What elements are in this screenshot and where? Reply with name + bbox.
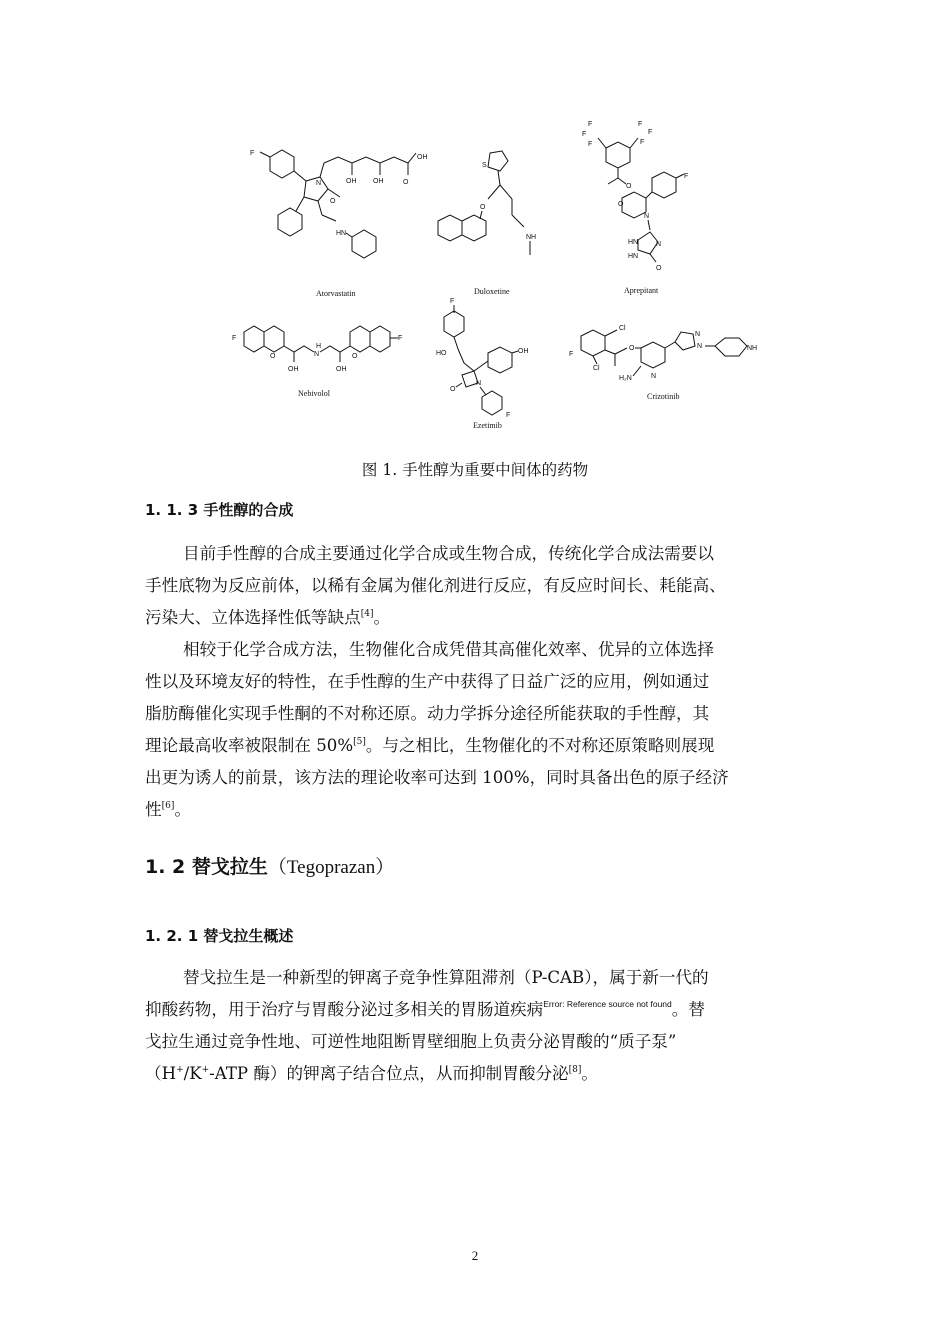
svg-text:Cl: Cl	[619, 325, 626, 332]
text-line: 戈拉生通过竞争性地、可逆性地阻断胃壁细胞上负责分泌胃酸的“质子泵”	[145, 1032, 677, 1051]
svg-text:N: N	[316, 180, 322, 187]
atorvastatin-structure	[240, 145, 440, 275]
svg-text:F: F	[588, 141, 593, 148]
svg-text:H₂N: H₂N	[619, 375, 632, 382]
svg-text:OH: OH	[417, 154, 428, 161]
molecule-name-atorvastatin: Atorvastatin	[316, 289, 356, 298]
text-line: 性以及环境友好的特性，在手性醇的生产中获得了日益广泛的应用，例如通过	[145, 672, 710, 691]
svg-text:Cl: Cl	[593, 365, 600, 372]
svg-text:F: F	[684, 173, 689, 180]
svg-text:O: O	[352, 353, 358, 360]
superscript: +	[176, 1065, 184, 1075]
svg-text:F: F	[450, 298, 455, 305]
text-run: 。	[174, 800, 191, 819]
molecule-name-nebivolol: Nebivolol	[298, 389, 330, 398]
svg-text:S: S	[482, 162, 487, 169]
svg-text:OH: OH	[518, 348, 529, 355]
text-line: 脂肪酶催化实现手性酮的不对称还原。动力学拆分途径所能获取的手性醇，其	[145, 704, 710, 723]
svg-text:N: N	[314, 351, 320, 358]
svg-text:F: F	[582, 131, 587, 138]
svg-text:HN: HN	[628, 253, 639, 260]
svg-text:NH: NH	[526, 234, 537, 241]
svg-text:O: O	[618, 201, 624, 208]
heading-text: 1. 2 替戈拉生	[145, 856, 268, 878]
crizotinib-structure	[567, 322, 767, 387]
text-run: -ATP 酶）的钾离子结合位点，从而抑制胃酸分泌	[209, 1064, 569, 1083]
svg-text:F: F	[569, 351, 574, 358]
molecule-name-ezetimib: Ezetimib	[473, 421, 502, 430]
svg-text:OH: OH	[373, 178, 384, 185]
svg-text:F: F	[250, 150, 255, 157]
svg-text:N: N	[697, 343, 703, 350]
svg-text:F: F	[398, 335, 403, 342]
svg-text:OH: OH	[288, 366, 299, 373]
svg-text:N: N	[476, 380, 482, 387]
page-number: 2	[471, 1248, 479, 1263]
svg-text:F: F	[506, 412, 511, 419]
svg-text:O: O	[629, 345, 635, 352]
molecule-name-duloxetine: Duloxetine	[474, 287, 510, 296]
section-heading-1-1-3: 1. 1. 3 手性醇的合成	[145, 501, 294, 519]
text-line	[145, 794, 825, 826]
svg-text:N: N	[695, 331, 701, 338]
svg-text:N: N	[644, 213, 650, 220]
text-line: 目前手性醇的合成主要通过化学合成或生物合成，传统化学合成法需要以	[183, 544, 714, 563]
svg-text:F: F	[232, 335, 237, 342]
svg-text:O: O	[270, 353, 276, 360]
svg-text:O: O	[656, 265, 662, 272]
svg-text:N: N	[651, 373, 657, 380]
svg-text:OH: OH	[336, 366, 347, 373]
text-line: 替戈拉生是一种新型的钾离子竞争性算阻滞剂（P-CAB），属于新一代的	[183, 968, 709, 987]
text-run: 。	[373, 608, 391, 627]
text-line	[145, 1058, 825, 1090]
svg-text:NH: NH	[747, 345, 758, 352]
heading-latin-text: （Tegoprazan）	[267, 857, 395, 878]
duloxetine-structure	[432, 145, 552, 275]
svg-text:H: H	[316, 343, 322, 350]
molecule-name-aprepitant: Aprepitant	[624, 286, 659, 295]
section-heading-1-2	[145, 852, 394, 879]
text-line	[145, 730, 825, 762]
text-line	[145, 602, 825, 634]
svg-text:F: F	[640, 139, 645, 146]
text-line: 手性底物为反应前体，以稀有金属为催化剂进行反应，有反应时间长、耗能高、	[145, 576, 726, 595]
svg-text:N: N	[656, 241, 662, 248]
citation-ref[interactable]: [6]	[161, 801, 175, 811]
svg-text:OH: OH	[346, 178, 357, 185]
svg-text:HO: HO	[436, 350, 447, 357]
svg-text:O: O	[450, 386, 456, 393]
paragraph-tegoprazan-overview	[145, 962, 825, 1090]
text-run: （H	[145, 1064, 177, 1083]
text-run: /K	[183, 1064, 202, 1083]
svg-text:HN: HN	[336, 230, 347, 237]
paragraph-chiral-synthesis	[145, 538, 825, 634]
svg-text:O: O	[480, 204, 486, 211]
citation-ref[interactable]: [5]	[353, 737, 366, 747]
citation-ref[interactable]: [8]	[568, 1065, 582, 1075]
paragraph-biocatalysis	[145, 634, 825, 826]
aprepitant-structure	[578, 118, 708, 288]
figure-caption: 图 1. 手性醇为重要中间体的药物	[361, 461, 589, 479]
nebivolol-structure	[232, 322, 412, 382]
svg-text:F: F	[588, 121, 593, 128]
svg-text:O: O	[403, 179, 409, 186]
svg-text:F: F	[638, 121, 643, 128]
text-run: 。与之相比，生物催化的不对称还原策略则展现	[365, 736, 715, 755]
text-line: 相较于化学合成方法，生物催化合成凭借其高催化效率、优异的立体选择	[183, 640, 714, 659]
molecule-name-crizotinib: Crizotinib	[647, 392, 680, 401]
svg-text:HN: HN	[628, 239, 639, 246]
text-run: 理论最高收率被限制在 50%	[145, 736, 354, 755]
svg-text:O: O	[330, 198, 336, 205]
reference-error: Error: Reference source not found	[543, 999, 672, 1009]
text-run: 。	[581, 1064, 598, 1083]
section-heading-1-2-1: 1. 2. 1 替戈拉生概述	[145, 927, 294, 945]
text-line	[145, 994, 825, 1026]
text-run: 抑酸药物，用于治疗与胃酸分泌过多相关的胃肠道疾病	[145, 1000, 544, 1019]
superscript: +	[201, 1065, 210, 1075]
text-line: 出更为诱人的前景，该方法的理论收率可达到 100%，同时具备出色的原子经济	[145, 768, 729, 787]
svg-text:O: O	[626, 183, 632, 190]
text-run: 污染大、立体选择性低等缺点	[145, 608, 361, 627]
ezetimib-structure	[432, 295, 542, 420]
text-run: 。替	[671, 1000, 705, 1019]
svg-text:F: F	[648, 129, 653, 136]
citation-ref[interactable]: [4]	[360, 609, 374, 619]
text-run: 性	[145, 800, 162, 819]
